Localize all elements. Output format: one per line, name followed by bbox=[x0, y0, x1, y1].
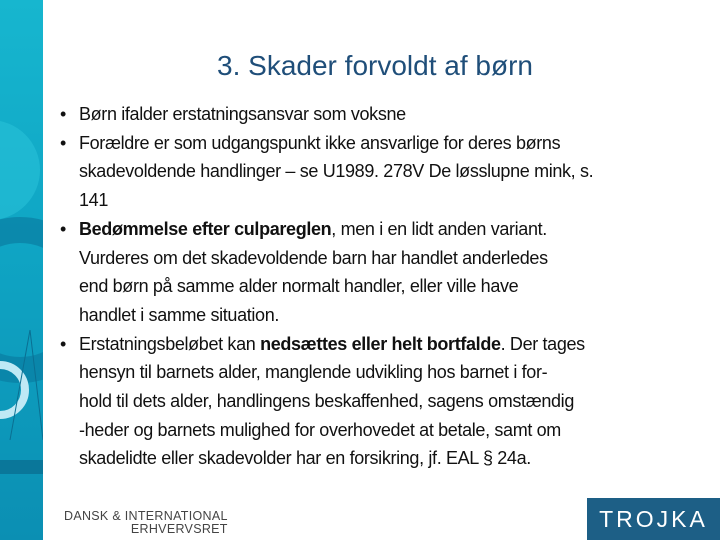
text: , men i en lidt anden variant. bbox=[331, 218, 547, 239]
text: Vurderes om det skadevoldende barn har handlet anderledes bbox=[79, 247, 548, 268]
text: 141 bbox=[79, 190, 108, 211]
bullet-icon: • bbox=[60, 132, 67, 153]
bullet-line bbox=[79, 387, 715, 416]
bullet-line bbox=[79, 129, 715, 158]
text: Forældre er som udgangspunkt ikke ansvarlige for deres børns bbox=[79, 132, 561, 153]
bullet-icon: • bbox=[60, 218, 67, 239]
bullet-line bbox=[79, 358, 715, 387]
bullet-line bbox=[79, 301, 715, 330]
text: Erstatningsbeløbet kan bbox=[79, 333, 261, 354]
bullet-icon: • bbox=[60, 104, 67, 124]
bullet-line bbox=[79, 157, 715, 186]
bullet-item bbox=[60, 100, 715, 129]
org-name-line1: DANSK & INTERNATIONAL bbox=[64, 509, 228, 523]
text: skadevoldende handlinger – se U1989. 278V De løsslupne mink, s. bbox=[79, 161, 594, 182]
bullet-item bbox=[60, 330, 715, 474]
text: skadelidte eller skadevolder har en forsikring, jf. EAL § 24a. bbox=[79, 448, 531, 469]
bullet-line bbox=[79, 330, 715, 359]
org-name-line2: ERHVERVSRET bbox=[130, 522, 228, 536]
bullet-line bbox=[79, 244, 715, 273]
bullet-line bbox=[79, 215, 715, 244]
text: . Der tages bbox=[500, 333, 585, 354]
text: handlet i samme situation. bbox=[79, 304, 280, 325]
trojka-logo: TROJKA bbox=[587, 498, 720, 540]
text: Børn ifalder erstatningsansvar som voksne bbox=[79, 104, 406, 124]
text: end børn på samme alder normalt handler, eller ville have bbox=[79, 276, 519, 297]
bullet-line bbox=[79, 416, 715, 445]
bold-text: Bedømmelse efter culpareglen bbox=[79, 218, 332, 239]
org-name bbox=[64, 510, 228, 536]
bullet-list bbox=[60, 100, 715, 473]
bold-text: nedsættes eller helt bortfalde bbox=[260, 333, 501, 354]
text: hensyn til barnets alder, manglende udvikling hos barnet i for- bbox=[79, 362, 548, 383]
slide-title: 3. Skader forvoldt af børn bbox=[217, 50, 533, 81]
bullet-line bbox=[79, 444, 715, 473]
text: hold til dets alder, handlingens beskaffenhed, sagens omstændig bbox=[79, 391, 574, 412]
bullet-line bbox=[79, 272, 715, 301]
bullet-item bbox=[60, 129, 715, 215]
bullet-item bbox=[60, 215, 715, 330]
bullet-icon: • bbox=[60, 333, 67, 354]
bullet-line bbox=[79, 186, 715, 215]
text: -heder og barnets mulighed for overhovedet at betale, samt om bbox=[79, 419, 561, 440]
bullet-line bbox=[79, 100, 715, 129]
